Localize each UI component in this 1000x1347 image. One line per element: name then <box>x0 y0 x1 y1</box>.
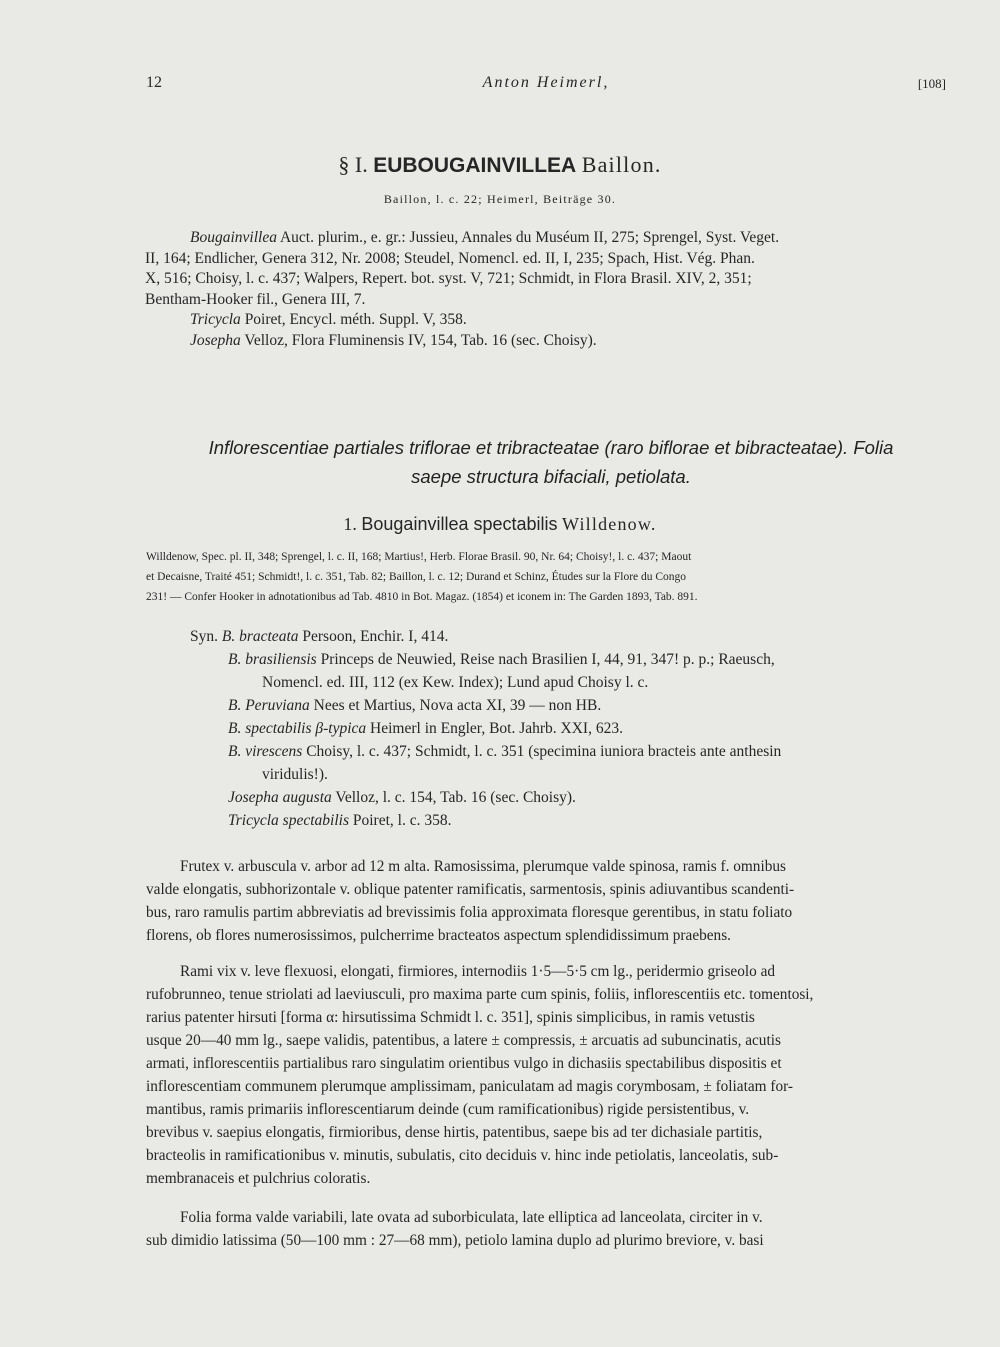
section-genus: EUBOUGAINVILLEA <box>373 154 577 177</box>
text-line: inflorescentiam communem plerumque amplissimam, paniculatam ad magis corymbosam, ± foliatam for- <box>146 1078 793 1095</box>
synonym-continuation: Nomencl. ed. III, 112 (ex Kew. Index); Lund apud Choisy l. c. <box>262 674 649 691</box>
text-line: Rami vix v. leve flexuosi, elongati, firmiores, internodiis 1·5—5·5 cm lg., peridermio griseolo ad <box>180 963 776 980</box>
synonym-name: Tricycla spectabilis <box>228 812 349 829</box>
running-header <box>146 74 946 98</box>
synonym-entry: B. Peruviana Nees et Martius, Nova acta XI, 39 — non HB. <box>228 697 602 714</box>
text-line: valde elongatis, subhorizontale v. oblique patenter ramificatis, sarmentosis, spinis adiuvantibus scandenti- <box>146 881 795 898</box>
synonym-name: B. virescens <box>228 743 303 760</box>
synonymy-line: X, 516; Choisy, l. c. 437; Walpers, Repert. bot. syst. V, 721; Schmidt, in Flora Brasil. XIV, 2, 351; <box>145 270 752 287</box>
synonym-name: B. spectabilis β-typica <box>228 720 367 737</box>
reference-line: Willdenow, Spec. pl. II, 348; Sprengel, l. c. II, 168; Martius!, Herb. Florae Brasil. 90, Nr. 64; Choisy!, l. c. 437; Maout <box>146 551 692 563</box>
synonymy-line: II, 164; Endlicher, Genera 312, Nr. 2008; Steudel, Nomencl. ed. II, I, 235; Spach, Hist. Vég. Phan. <box>145 249 755 267</box>
species-number: 1. <box>343 514 357 534</box>
description-paragraph-habit <box>146 855 956 947</box>
text-line: mantibus, ramis primariis inflorescentiarum deinde (cum ramificationibus) rigide persistentibus, v. <box>146 1101 750 1118</box>
text-line: membranaceis et pulchrius coloratis. <box>146 1170 371 1187</box>
section-diagnosis <box>146 433 956 491</box>
text-line: florens, ob flores numerosissimos, pulcherrime bracteatos aspectum splendidissimum praebens. <box>146 927 731 944</box>
running-author: Anton Heimerl, <box>482 74 610 91</box>
diagnosis-line: Inflorescentiae partiales triflorae et tribracteatae (raro biflorae et bibracteatae). Folia <box>208 437 894 458</box>
text-line: sub dimidio latissima (50—100 mm : 27—68 mm), petiolo lamina duplo ad plurimo breviore, v. basi <box>146 1232 764 1249</box>
synonym-name: Josepha augusta <box>228 789 332 806</box>
synonymy-line: Tricycla Poiret, Encycl. méth. Suppl. V, 358. <box>190 311 467 328</box>
section-number: § I. <box>338 152 368 177</box>
section-author: Baillon. <box>581 152 662 177</box>
page-number: 12 <box>146 74 162 91</box>
reference-line: 231! — Confer Hooker in adnotationibus ad Tab. 4810 in Bot. Magaz. (1854) et iconem in: The Garden 1893, Tab. 891. <box>146 591 698 603</box>
description-paragraph-branches <box>146 960 956 1190</box>
text-line: Folia forma valde variabili, late ovata ad suborbiculata, late elliptica ad lanceolata, circiter in v. <box>180 1209 763 1226</box>
text-line: armati, inflorescentiis partialibus raro singulatim orientibus vulgo in dichasiis spectabilibus dispositis et <box>146 1055 782 1072</box>
synonym-entry: B. virescens Choisy, l. c. 437; Schmidt, l. c. 351 (specimina iuniora bracteis ante anthesin <box>228 743 782 760</box>
section-title <box>0 152 1000 178</box>
synonym-entry: B. spectabilis β-typica Heimerl in Engler, Bot. Jahrb. XXI, 623. <box>228 720 623 737</box>
diagnosis-line: saepe structura bifaciali, petiolata. <box>411 466 691 487</box>
synonymy-line: Bentham-Hooker fil., Genera III, 7. <box>145 290 366 308</box>
species-author: Willdenow. <box>562 514 657 534</box>
section-citation: Baillon, l. c. 22; Heimerl, Beiträge 30. <box>383 192 617 206</box>
synonymy-line: Bougainvillea Auct. plurim., e. gr.: Jussieu, Annales du Muséum II, 275; Sprengel, Syst. Veget. <box>190 229 780 246</box>
synonym-entry: B. brasiliensis Princeps de Neuwied, Reise nach Brasilien I, 44, 91, 347! p. p.; Raeusch, <box>228 651 775 668</box>
species-synonyms <box>190 625 960 832</box>
synonym-name: B. Peruviana <box>228 697 310 714</box>
text-line: bus, raro ramulis partim abbreviatis ad brevissimis folia approximata floresque gerentibus, in statu foliato <box>146 904 793 921</box>
description-paragraph-leaves <box>146 1206 956 1252</box>
synonym-name: B. bracteata <box>221 628 299 645</box>
genus-name: Bougainvillea <box>190 229 277 246</box>
synonym-name: B. brasiliensis <box>228 651 317 668</box>
text-line: rarius patenter hirsuti [forma α: hirsutissima Schmidt l. c. 351], spinis simplicibus, in ramis vetustis <box>146 1009 755 1026</box>
synonym-entry: Tricycla spectabilis Poiret, l. c. 358. <box>228 812 452 829</box>
text-line: rufobrunneo, tenue striolati ad laeviusculi, pro maxima parte cum spinis, foliis, inflorescentiis etc. tomentosi, <box>146 986 814 1003</box>
genus-synonymy <box>145 228 960 351</box>
species-references <box>146 547 956 607</box>
syn-label: Syn. <box>190 628 218 645</box>
synonymy-line: Josepha Velloz, Flora Fluminensis IV, 154, Tab. 16 (sec. Choisy). <box>190 331 597 349</box>
text-line: bracteolis in ramificationibus v. minutis, subulatis, cito deciduis v. hinc inde petiolatis, lanceolatis, sub- <box>146 1147 779 1164</box>
synonym-continuation: viridulis!). <box>262 766 328 783</box>
text-line: usque 20—40 mm lg., saepe validis, patentibus, a latere ± compressis, ± arcuatis ad subuncinatis, acutis <box>146 1032 781 1049</box>
synonym-entry: Syn. B. bracteata Persoon, Enchir. I, 414. <box>190 628 449 645</box>
genus-name: Tricycla <box>190 311 241 328</box>
page-reference: [108] <box>917 76 946 91</box>
genus-name: Josepha <box>190 331 241 349</box>
synonym-entry: Josepha augusta Velloz, l. c. 154, Tab. 16 (sec. Choisy). <box>228 789 576 806</box>
text-line: brevibus v. saepius elongatis, firmioribus, dense hirtis, patentibus, saepe bis ad ter dichasiale partitis, <box>146 1124 763 1141</box>
species-name: Bougainvillea spectabilis <box>361 514 558 534</box>
reference-line: et Decaisne, Traité 451; Schmidt!, l. c. 351, Tab. 82; Baillon, l. c. 12; Durand et Schinz, Études sur la Flore du Congo <box>146 571 687 583</box>
species-title <box>0 514 1000 535</box>
text-line: Frutex v. arbuscula v. arbor ad 12 m alta. Ramosissima, plerumque valde spinosa, ramis f. omnibus <box>180 858 786 875</box>
